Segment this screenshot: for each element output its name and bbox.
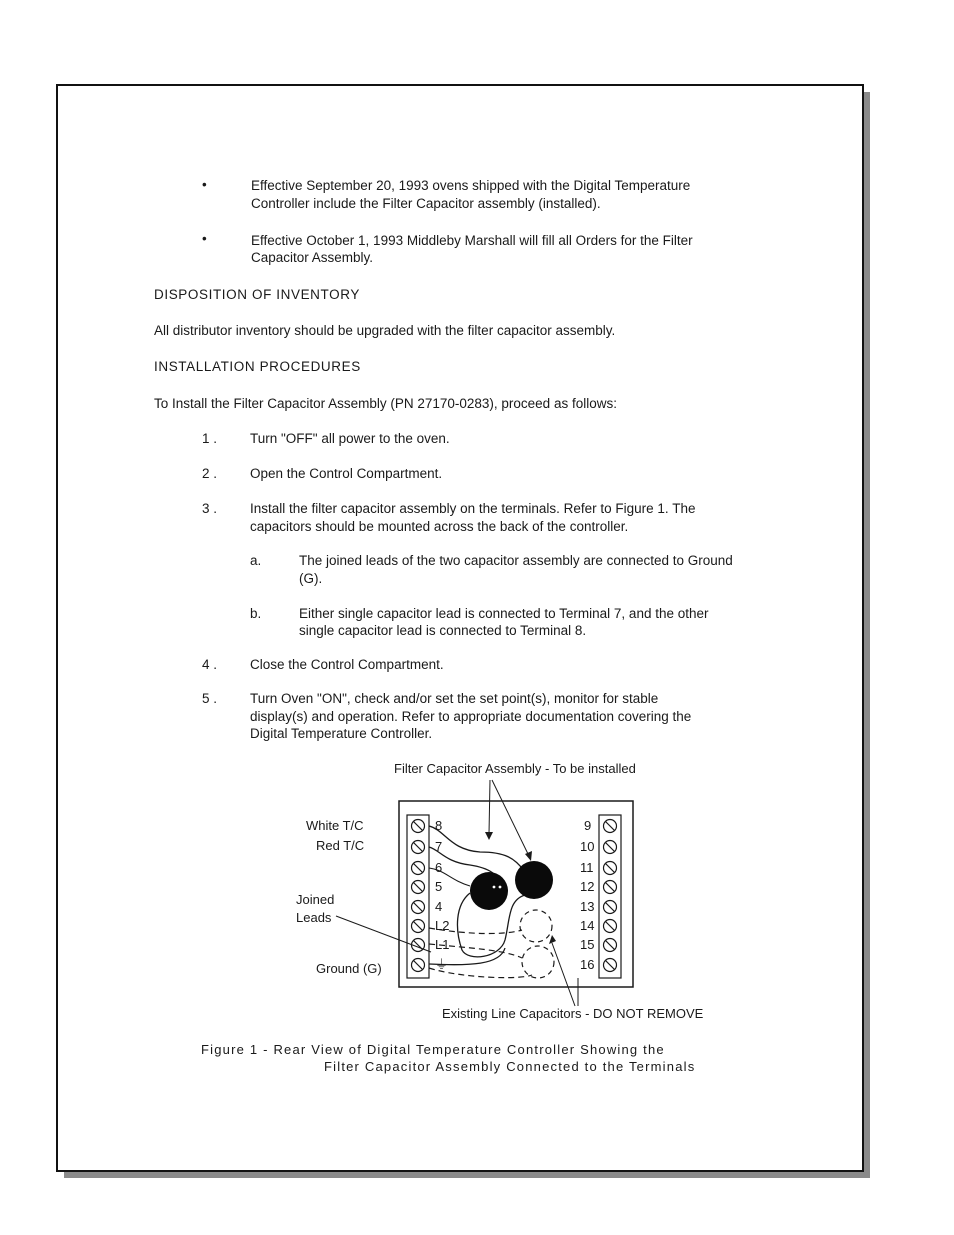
bullet-marker: •: [202, 231, 207, 246]
existing-line-capacitor-2: [522, 946, 554, 978]
terminal-label: 14: [580, 918, 595, 933]
bullet-2-line-2: Capacitor Assembly.: [251, 250, 374, 265]
step-number: 1 .: [202, 431, 218, 446]
step-4-text: Close the Control Compartment.: [250, 657, 444, 672]
terminal-label: 10: [580, 839, 595, 854]
step-5-line-3: Digital Temperature Controller.: [250, 726, 433, 741]
terminal-label: 9: [584, 818, 592, 833]
filter-capacitor-1: [470, 872, 508, 910]
step-1-text: Turn "OFF" all power to the oven.: [250, 431, 450, 446]
leader-line-cap-1: [552, 943, 575, 1006]
step-5-line-2: display(s) and operation. Refer to appropriate documentation covering the: [250, 709, 692, 724]
existing-line-capacitor-1: [520, 910, 552, 942]
white-tc-label: White T/C: [306, 818, 364, 833]
terminal-label: 11: [580, 860, 594, 875]
substep-b-line-2: single capacitor lead is connected to Terminal 8.: [299, 623, 587, 638]
arrowhead: [485, 832, 493, 840]
terminal-label: 13: [580, 899, 595, 914]
wire-terminal-8: [429, 826, 525, 872]
terminal-label: L1: [435, 937, 450, 952]
installation-intro: To Install the Filter Capacitor Assembly (PN 27170-0283), proceed as follows:: [154, 396, 617, 411]
red-tc-label: Red T/C: [316, 838, 365, 853]
step-number: 2 .: [202, 466, 218, 481]
disposition-text: All distributor inventory should be upgraded with the filter capacitor assembly.: [154, 323, 616, 338]
bullet-2-line-1: Effective October 1, 1993 Middleby Marshall will fill all Orders for the Filter: [251, 233, 693, 248]
disposition-heading: DISPOSITION OF INVENTORY: [154, 287, 360, 302]
substep-letter: a.: [250, 553, 262, 568]
left-terminal-strip: [407, 815, 429, 978]
joined-leads-label-2: Leads: [296, 910, 332, 925]
terminal-label: ⏚: [435, 957, 449, 972]
bullet-marker: •: [202, 177, 207, 192]
bullet-1-line-2: Controller include the Filter Capacitor assembly (installed).: [251, 196, 601, 211]
step-3-line-1: Install the filter capacitor assembly on the terminals. Refer to Figure 1. The: [250, 501, 696, 516]
step-3-line-2: capacitors should be mounted across the back of the controller.: [250, 519, 629, 534]
terminal-label: L2: [435, 918, 450, 933]
capacitor-mark: [493, 886, 496, 889]
terminal-label: 16: [580, 957, 595, 972]
step-number: 5 .: [202, 691, 218, 706]
leader-filter-cap-2: [492, 780, 529, 856]
terminal-label: 5: [435, 879, 443, 894]
step-number: 3 .: [202, 501, 218, 516]
right-terminal-strip: [599, 815, 621, 978]
terminal-label: 15: [580, 937, 595, 952]
bullet-1-line-1: Effective September 20, 1993 ovens shipped with the Digital Temperature: [251, 178, 691, 193]
installation-heading: INSTALLATION PROCEDURES: [154, 359, 361, 374]
joined-leads-label-1: Joined: [296, 892, 335, 907]
ground-label: Ground (G): [316, 961, 382, 976]
arrowhead: [525, 851, 532, 861]
terminal-label: 12: [580, 879, 595, 894]
figure-caption-line-2: Filter Capacitor Assembly Connected to the Terminals: [324, 1059, 696, 1074]
right-terminal-screws: [604, 820, 617, 972]
substep-a-line-2: (G).: [299, 571, 323, 586]
step-number: 4 .: [202, 657, 218, 672]
arrowhead: [549, 935, 556, 944]
terminal-label: 8: [435, 818, 443, 833]
substep-letter: b.: [250, 606, 262, 621]
terminal-label: 7: [435, 839, 443, 854]
substep-b-line-1: Either single capacitor lead is connected to Terminal 7, and the other: [299, 606, 709, 621]
figure-bottom-label: Existing Line Capacitors - DO NOT REMOVE: [442, 1006, 704, 1021]
step-2-text: Open the Control Compartment.: [250, 466, 443, 481]
filter-capacitor-2: [515, 861, 553, 899]
figure-top-label: Filter Capacitor Assembly - To be installed: [394, 761, 636, 776]
capacitor-mark: [499, 886, 502, 889]
terminal-label: 4: [435, 899, 443, 914]
figure-caption-line-1: Figure 1 - Rear View of Digital Temperature Controller Showing the: [201, 1042, 665, 1057]
terminal-label: 6: [435, 860, 443, 875]
substep-a-line-1: The joined leads of the two capacitor assembly are connected to Ground: [299, 553, 733, 568]
step-5-line-1: Turn Oven "ON", check and/or set the set point(s), monitor for stable: [250, 691, 659, 706]
leader-filter-cap-1: [489, 780, 490, 834]
